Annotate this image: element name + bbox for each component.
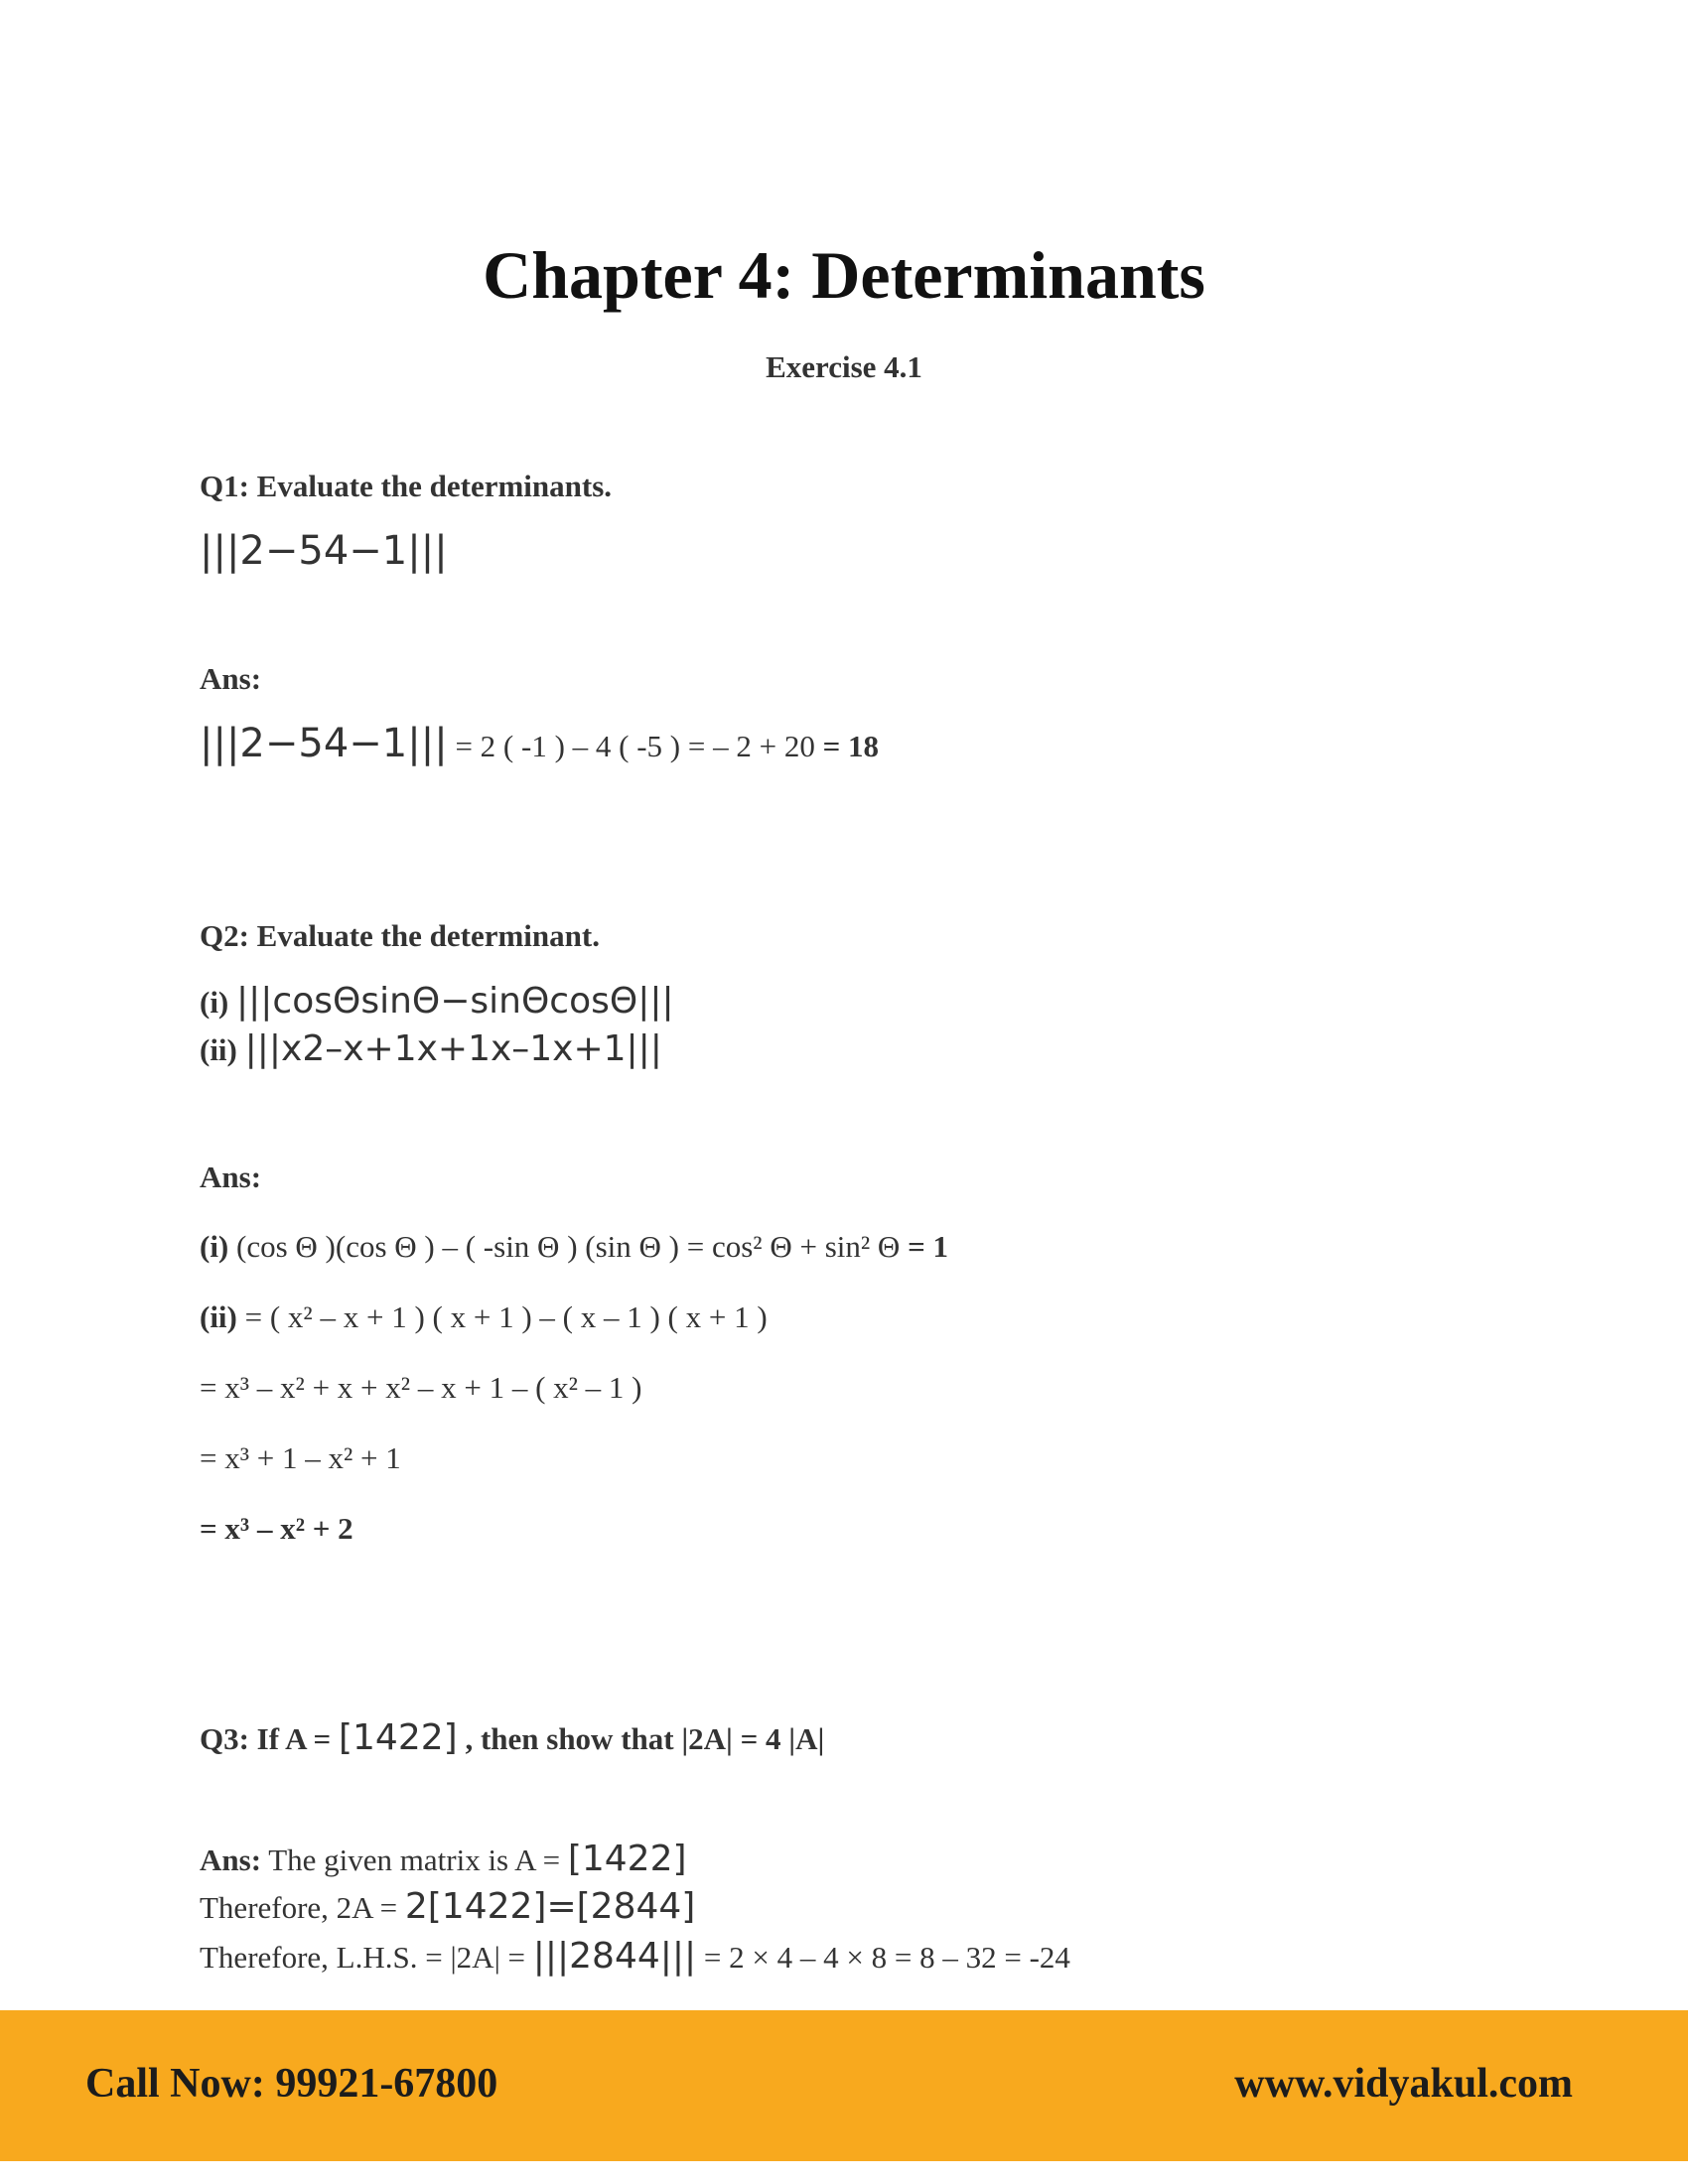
- q3-answer-line-1-text: The given matrix is A =: [261, 1843, 568, 1877]
- exercise-subtitle: Exercise 4.1: [766, 349, 922, 384]
- q3-answer-line-3: [200, 1936, 1070, 1977]
- q2-answer-i: [200, 1229, 948, 1265]
- q3-answer-line-3-text: Therefore, L.H.S. = |2A| =: [200, 1940, 533, 1975]
- q1-answer-work: = 2 ( -1 ) – 4 ( -5 ) = – 2 + 20: [447, 729, 823, 763]
- footer-website-link[interactable]: www.vidyakul.com: [1234, 2061, 1573, 2107]
- q1-determinant: |||2−54−1|||: [200, 528, 448, 574]
- q2-final-result: = x³ – x² + 2: [200, 1511, 353, 1546]
- footer-phone[interactable]: Call Now: 99921-67800: [85, 2061, 498, 2107]
- q2-answer-ii-text: = ( x² – x + 1 ) ( x + 1 ) – ( x – 1 ) ( x + 1 ): [236, 1299, 768, 1334]
- q3-answer-label: Ans:: [200, 1843, 262, 1877]
- q2-answer-label: Ans:: [200, 1160, 262, 1194]
- q2-part-ii-determinant: |||x2–x+1x+1x–1x+1|||: [244, 1028, 662, 1069]
- q1-answer-result: = 18: [822, 729, 879, 763]
- q3-answer-line-2-math: 2[1422]=[2844]: [404, 1886, 696, 1927]
- q2-step-1: = x³ – x² + x + x² – x + 1 – ( x² – 1 ): [200, 1370, 642, 1405]
- q1-answer-line: [200, 721, 879, 766]
- q3-answer-line-1-matrix: [1422]: [567, 1839, 687, 1879]
- q2-part-ii: [200, 1028, 662, 1069]
- q3-answer-line-2-text: Therefore, 2A =: [200, 1890, 405, 1925]
- q2-answer-ii-label: (ii): [200, 1299, 237, 1334]
- q2-part-i-label: (i): [200, 985, 237, 1020]
- q3-answer-line-3-determinant: |||2844|||: [532, 1936, 697, 1977]
- q3-answer-line-3-work: = 2 × 4 – 4 × 8 = 8 – 32 = -24: [696, 1940, 1070, 1975]
- q2-question: Q2: Evaluate the determinant.: [200, 918, 600, 953]
- q2-answer-i-label: (i): [200, 1229, 229, 1264]
- q2-part-i-determinant: |||cosΘsinΘ−sinΘcosΘ|||: [236, 981, 674, 1022]
- footer-banner: [0, 2010, 1688, 2161]
- q2-part-i: [200, 981, 674, 1022]
- q3-question-matrix: [1422]: [338, 1717, 458, 1758]
- q3-question-pre: Q3: If A =: [200, 1721, 339, 1756]
- q3-answer-line-1: [200, 1839, 687, 1879]
- q2-answer-i-text: (cos Θ )(cos Θ ) – ( -sin Θ ) (sin Θ ) = cos² Θ + sin² Θ: [228, 1229, 909, 1264]
- page-title: Chapter 4: Determinants: [483, 237, 1205, 313]
- q1-question: Q1: Evaluate the determinants.: [200, 469, 613, 503]
- q2-step-2: = x³ + 1 – x² + 1: [200, 1440, 401, 1475]
- q2-answer-i-result: = 1: [908, 1229, 948, 1264]
- q1-answer-label: Ans:: [200, 661, 262, 696]
- q3-question: [200, 1717, 824, 1758]
- q3-answer-line-2: [200, 1886, 695, 1927]
- q2-part-ii-label: (ii): [200, 1032, 245, 1067]
- q1-answer-determinant: |||2−54−1|||: [200, 721, 448, 766]
- q3-question-post: , then show that |2A| = 4 |A|: [457, 1721, 825, 1756]
- q2-answer-ii: [200, 1299, 768, 1335]
